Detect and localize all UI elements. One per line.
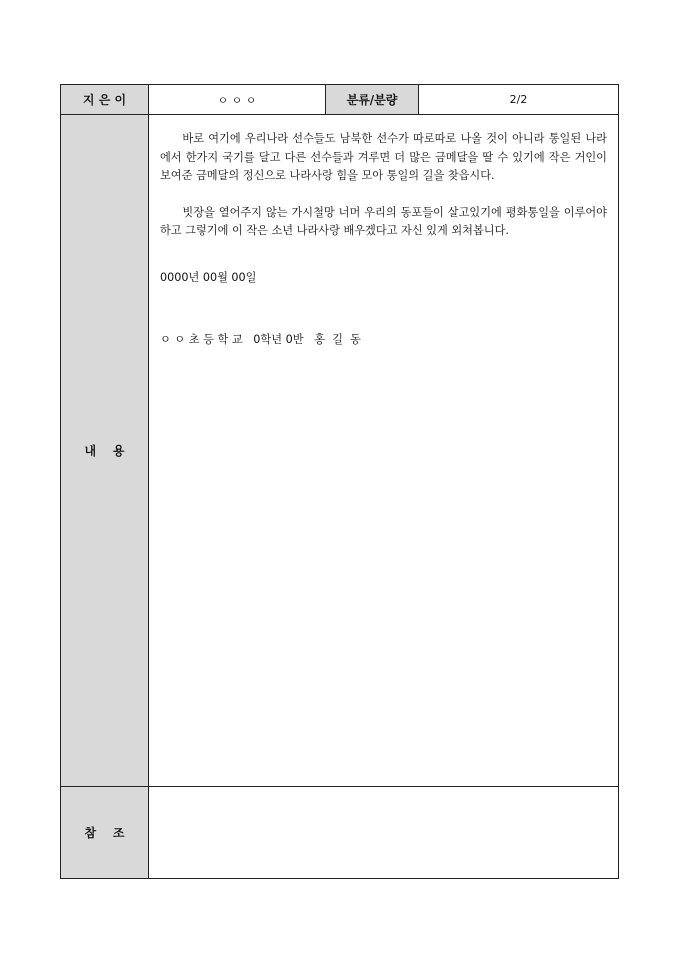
content-row (61, 115, 619, 787)
content-paragraph-2: 빗장을 열어주지 않는 가시철망 너머 우리의 동포들이 살고있기에 평화통일을 이루어야 하고 그렇기에 이 작은 소년 나라사랑 배우겠다고 자신 있게 외쳐봅니다. (160, 205, 607, 237)
header-row (61, 85, 619, 115)
reference-label: 참 조 (61, 787, 149, 879)
content-paragraph-1: 바로 여기에 우리나라 선수들도 남북한 선수가 따로따로 나올 것이 아니라 통일된 나라에서 한가지 국기를 달고 다른 선수들과 겨루면 더 많은 금메달을 딸 수 있기에 작은 거인이 보여준 금메달의 정신으로 나라사랑 힘을 모아 통일의 길을 찾읍시다. (160, 132, 607, 182)
content-body (149, 115, 618, 360)
content-cell (149, 115, 619, 787)
category-value: 2/2 (419, 85, 619, 115)
reference-row (61, 787, 619, 879)
date-line: 0000년 00월 00일 (160, 270, 257, 284)
author-value: ㅇ ㅇ ㅇ (149, 85, 326, 115)
author-label: 지 은 이 (61, 85, 149, 115)
category-label: 분류/분량 (326, 85, 419, 115)
content-label: 내 용 (61, 115, 149, 787)
signature-line: ㅇ ㅇ 초 등 학 교 0학년 0반 홍 길 동 (160, 333, 361, 346)
writing-form-table (60, 84, 619, 879)
reference-cell (149, 787, 619, 879)
